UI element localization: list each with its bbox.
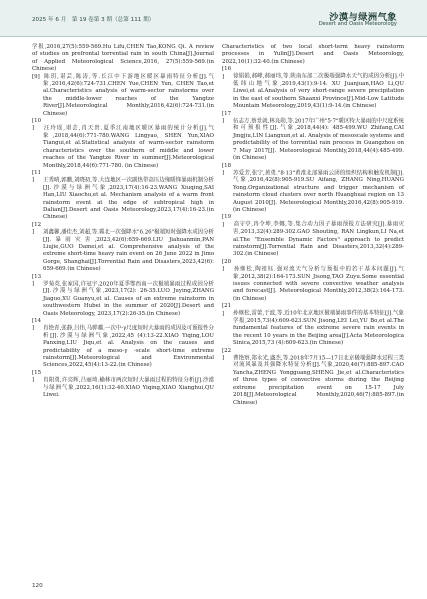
reference-entry: [22] 曹艳察,郑永光,盛杰,等.2018年7月15—17日北京极端强降水过程三类对流风暴及其强降水特征分析[J].气象,2020,46(7):885-897.CAO Yancha,ZHENG Yongguang,SHENG Jie,et al.Characteristics of three types of convective storms during the Beijing extreme precipitation event on 15-17 July 2018[J].Meteorological Monthly,2020,46(7):885-897.(in Chinese) [222, 347, 404, 406]
reference-entry: [13] 罗菊英,张家国,许冠宇.2020年夏季鄂西南一次极端暴雨过程成因分析[J].沙漠与绿洲气象,2023,17(2): 26-35.LUO Juying,ZHANG Jiaguo,XU Guanyu,et al. Causes of an extreme rainstorm in southwestern Hubei in the summer of 2020[J].Desert and Oasis Meteorology, 2023,17(2):26-35.(in Chinese) [32, 273, 214, 317]
reference-entry: [9] 陈玥,谌芸,陈涛,等.长江中下游地区暖区暴雨特征分析[J].气象,2016,42(6):724-731.CHEN Yue,CHEN Yun, CHEN Tao,et al.Characteristics analysis of warm-sector rainstorms over the middle-lower reaches of the Yangtze River[J].Meteorological Monthly,2016,42(6):724-731.(in Chinese) [32, 73, 214, 117]
reference-entry: [11] 王秀晴,郭鹏,刘晓初,等.大连地区一次副热带高压边缘暖锋暴雨机制分析[J].沙漠与绿洲气象,2023,17(4):16-23.WANG Xiuqing,SAI Han,LIU Xiaochu,et al. Mechanism analysis of a warm front rainstorm event at the edge of subtropical high in Dalian[J].Desert and Oasis Meteorology,2023,17(4):16-23.(in Chinese) [32, 169, 214, 221]
left-column-references [32, 44, 214, 400]
reference-entry: [10] 汪玲瑶,谌芸,肖天贵.夏季江南地区暖区暴雨的统计分析[J].气象,2018,44(6):771-780.WANG Lingyao, SHEN Yun,XIAO Tiangui,et al.Statistical analysis of warm-sector rainstorm characteristics over the southern of middle and lower reaches of the Yangtze River in summer[J].Meteorological Monthly,2018,44(6):771-780. (in Chinese) [32, 118, 214, 169]
reference-entry: [21] 孙继松,雷蕾,于波,等.近10年北京地区极端暴雨事件的基本特征[J].气象学报,2015,73(4):609-623.SUN Jisong,LEI Lei,YU Bo,et al.The fundamental features of the extreme severe rain events in the recent 10 years in the Beijing area[J].Acta Meteorologica Sinica,2015,73 (4):609-623.(in Chinese) [222, 303, 404, 347]
reference-entry: [16] 徐娟娟,郝峰,郝丽玮,等.陕南东部二次极端强降水天气的成因分析[J].中低纬山地气象,2019,43(1):9-14. XU Juanjuan,HAO Li,QU Liwei,et al.Analysis of very short-range severe precipitation in the east of southern Shaanxi Province[J].Mid-Low Latitude Mountain Meteorology,2019,43(1):9-14.(in Chinese) [222, 66, 404, 110]
issue-info: 2025 年 6 月 第 19 卷第 3 期（总第 111 期） [32, 17, 155, 23]
reference-entry: [18] 苏爱芳,张宁,黄勇."8·13"黄淮北部暴雨云团的组织结构和触发机制[J].气象,2016,42(8):905-919.SU Aifang, ZHANG Ning,HUANG Yong.Organizational structure and trigger mechanism of rainstorm cloud clusters over north Huanghuai region on 13 August 2010[J]. Meteorological Monthly,2016,42(8):905-919.(in Chinese) [222, 162, 404, 213]
journal-header [0, 0, 427, 37]
reference-entry: Characteristics of two local short-term heavy rainstorm processes in Yulin[J].Desert and Oasis Meteorology, 2022,16(1):32-40.(in Chinese) [222, 44, 404, 65]
reference-entry: [17] 伍志方,蔡景就,林良勋,等.2017年广州"5·7"暖区特大暴雨的中尺度系统和可预报性[J].气象,2018,44(4): 485-499.WU Zhifang,CAI Jingjiu,LIN Liangxun,et al. Analysis of mesoscale systems and predictability of the torrential rain process in Guangzhou on 7 May 2017[J]. Meteorological Monthly,2018,44(4):485-499.(in Chinese) [222, 110, 404, 162]
journal-title-en: Desert and Oasis Meteorology [318, 21, 397, 27]
page-number: 120 [32, 583, 43, 589]
right-column-references [222, 44, 404, 407]
reference-entry: [20] 孙继松,陶祖钰.强对流天气分析与预报中的若干基本问题[J].气象,2012,38(2):164-173.SUN Jisong,TAO Zuyu.Some essential issues connected with severe convective weather analysis and forecast[J]. Meteorological Monthly,2012,38(2):164-173.(in Chinese) [222, 258, 404, 302]
reference-entry: [14] 肖艳青,张静,吕伟,马骅骥.一次中-γ尺度短时大暴雨的成因及可预报性分析[J].沙漠与绿洲气象,2022,45 (4):13-22.XIAO Yiqing,LOU Panxing,LIU Jiqu,et al. Analysis on the causes and predictability of a meso-γ -scale short-time extreme rainstorm[J].Meteorological and Environmental Sciences,2022,45(4):13-22.(in Chinese) [32, 318, 214, 369]
reference-entry: [19] 高守亭,冉令坤,李娜,等.集合动力因子暴雨预报方法研究[J].暴雨灾害,2013,32(4):289-302.GAO Shouting, RAN Lingkun,LI Na,et al.The "Ensemble Dynamic Factors" approach to predict rainstorm[J].Torrential Rain and Disasters,2013,32(4):289-302.(in Chinese) [222, 214, 404, 258]
reference-entry: 学报,2016,27(5):559-569.Hu Lifu,CHEN Tao,KONG Qi. A review of studies on prefrontal torrential rain in south China[J].Journal of Applied Meteorological Science,2016, 27(5):559-569.(in Chinese) [32, 44, 214, 73]
reference-entry: [12] 刘鑫馨,潘佳杰,刘超,等.冀北一次强降水"6.26"极端短时强降水成因分析[J].暴雨灾害,2023,42(6):659-669.LIU Jiahuanmin,PAN Liujie,GUO Damei,et al. Comprehensive analysis of the extreme short-time heavy rain event on 26 June 2022 in Jimo Gorge, Shanghai[J].Torrential Rain and Disasters,2023,42(6): 659-669.(in Chinese) [32, 221, 214, 273]
reference-entry: [15] 肖阳勇,许亮辉,吕丽琦.榆林市两次短时大暴雨过程的特征分析[J].沙漠与绿洲气象,2022,16(1):32-40.XIAO Yiqing,XIAO Xianghui,QU Liwei. [32, 369, 214, 399]
journal-title-cn: 沙漠与绿洲气象 [329, 12, 397, 23]
